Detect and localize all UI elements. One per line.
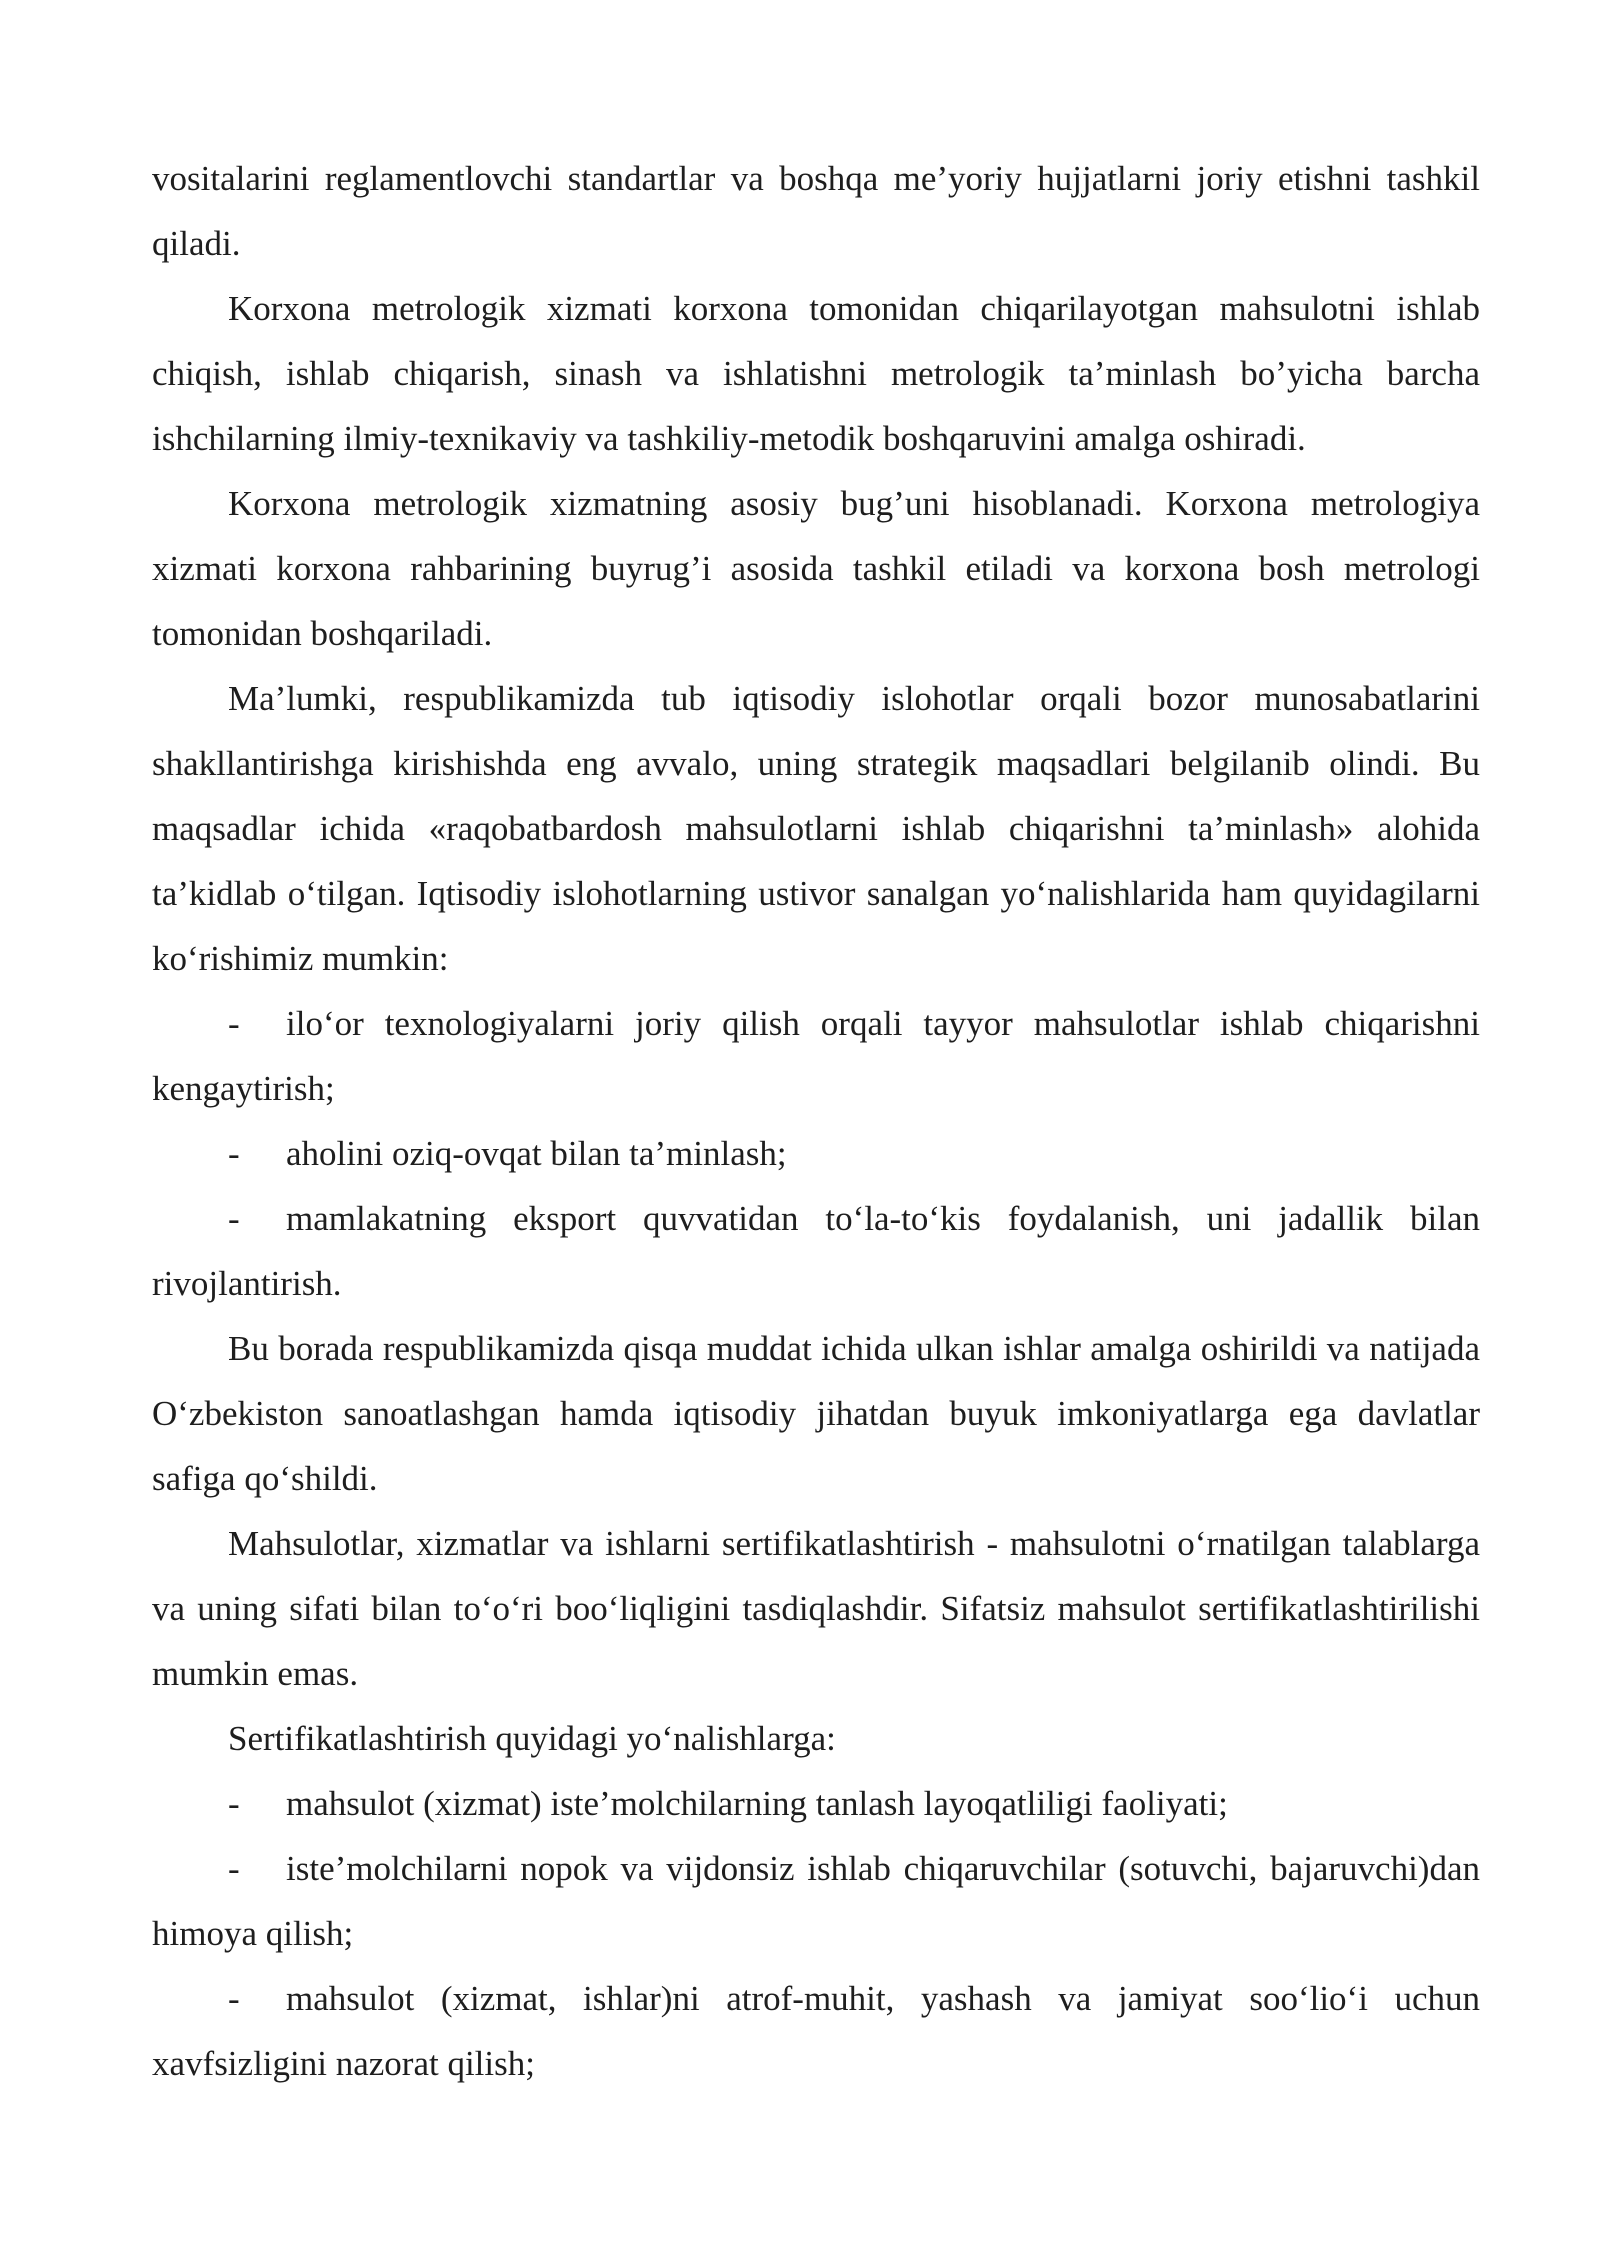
bullet-text: ilo‘or texnologiyalarni joriy qilish orqali tayyor mahsulotlar ishlab chiqarishni kengaytirish; <box>152 1004 1480 1108</box>
bullet-dash: - <box>228 1004 240 1043</box>
bullet-item <box>152 1186 1480 1316</box>
bullet-text: aholini oziq-ovqat bilan ta’minlash; <box>286 1134 787 1173</box>
bullet-text: mahsulot (xizmat, ishlar)ni atrof-muhit, yashash va jamiyat soo‘lio‘i uchun xavfsizligini nazorat qilish; <box>152 1979 1480 2083</box>
bullet-item <box>152 1121 1480 1186</box>
bullet-dash: - <box>228 1784 240 1823</box>
paragraph: Ma’lumki, respublikamizda tub iqtisodiy islohotlar orqali bozor munosabatlarini shakllantirishga kirishishda eng avvalo, uning strategik maqsadlari belgilanib olindi. Bu maqsadlar ichida «raqobatbardosh mahsulotlarni ishlab chiqarishni ta’minlash» alohida ta’kidlab o‘tilgan. Iqtisodiy islohotlarning ustivor sanalgan yo‘nalishlarida ham quyidagilarni ko‘rishimiz mumkin: <box>152 679 1480 978</box>
bullet-dash: - <box>228 1979 240 2018</box>
bullet-dash: - <box>228 1134 240 1173</box>
bullet-text: mamlakatning eksport quvvatidan to‘la-to‘kis foydalanish, uni jadallik bilan rivojlantirish. <box>152 1199 1480 1303</box>
paragraph: Sertifikatlashtirish quyidagi yo‘nalishlarga: <box>228 1719 836 1758</box>
bullet-text: mahsulot (xizmat) iste’molchilarning tanlash layoqatliligi faoliyati; <box>286 1784 1228 1823</box>
bullet-item <box>152 1966 1480 2096</box>
bullet-item <box>152 1836 1480 1966</box>
bullet-dash: - <box>228 1199 240 1238</box>
paragraph: Korxona metrologik xizmatning asosiy bug’uni hisoblanadi. Korxona metrologiya xizmati korxona rahbarining buyrug’i asosida tashkil etiladi va korxona bosh metrologi tomonidan boshqariladi. <box>152 484 1480 653</box>
bullet-item <box>152 1771 1480 1836</box>
paragraph: Bu borada respublikamizda qisqa muddat ichida ulkan ishlar amalga oshirildi va natijada O‘zbekiston sanoatlashgan hamda iqtisodiy jihatdan buyuk imkoniyatlarga ega davlatlar safiga qo‘shildi. <box>152 1329 1480 1498</box>
document-page <box>152 146 1480 2096</box>
bullet-dash: - <box>228 1849 240 1888</box>
paragraph-continuation: vositalarini reglamentlovchi standartlar va boshqa me’yoriy hujjatlarni joriy etishni tashkil qiladi. <box>152 159 1480 263</box>
bullet-item <box>152 991 1480 1121</box>
bullet-text: iste’molchilarni nopok va vijdonsiz ishlab chiqaruvchilar (sotuvchi, bajaruvchi)dan himoya qilish; <box>152 1849 1480 1953</box>
paragraph: Korxona metrologik xizmati korxona tomonidan chiqarilayotgan mahsulotni ishlab chiqish, ishlab chiqarish, sinash va ishlatishni metrologik ta’minlash bo’yicha barcha ishchilarning ilmiy-texnikaviy va tashkiliy-metodik boshqaruvini amalga oshiradi. <box>152 289 1480 458</box>
paragraph: Mahsulotlar, xizmatlar va ishlarni sertifikatlashtirish - mahsulotni o‘rnatilgan talablarga va uning sifati bilan to‘o‘ri boo‘liqligini tasdiqlashdir. Sifatsiz mahsulot sertifikatlashtirilishi mumkin emas. <box>152 1524 1480 1693</box>
